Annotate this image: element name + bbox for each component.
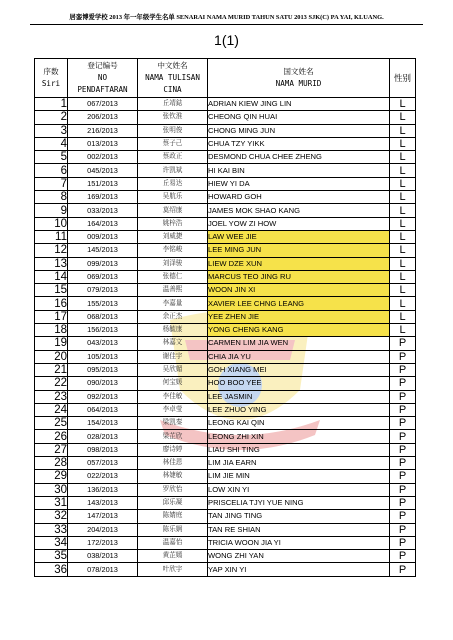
gender: L <box>390 230 416 243</box>
student-name: JOEL YOW ZI HOW <box>208 217 390 230</box>
gender: L <box>390 257 416 270</box>
header-divider <box>30 24 423 25</box>
table-row <box>35 257 416 270</box>
row-number: 20 <box>35 350 68 363</box>
gender: L <box>390 151 416 164</box>
chinese-name: 黄芷嫣 <box>138 550 208 563</box>
gender: P <box>390 483 416 496</box>
table-body <box>35 98 416 577</box>
header-line: NAMA TULISAN <box>145 73 200 82</box>
registration-number: 147/2013 <box>68 510 138 523</box>
row-number: 32 <box>35 510 68 523</box>
chinese-name: 李铭峻 <box>138 244 208 257</box>
registration-number: 206/2013 <box>68 111 138 124</box>
registration-number: 164/2013 <box>68 217 138 230</box>
student-name: CHUA TZY YIKK <box>208 137 390 150</box>
table-row <box>35 523 416 536</box>
chinese-name: 叶欣宇 <box>138 563 208 576</box>
chinese-name: 张德仁 <box>138 270 208 283</box>
gender: L <box>390 111 416 124</box>
chinese-name: 刘泽骏 <box>138 257 208 270</box>
gender: L <box>390 164 416 177</box>
chinese-name: 谢佳宇 <box>138 350 208 363</box>
gender: P <box>390 403 416 416</box>
chinese-name: 许凯斌 <box>138 164 208 177</box>
registration-number: 105/2013 <box>68 350 138 363</box>
row-number: 36 <box>35 563 68 576</box>
student-name: WOON JIN XI <box>208 284 390 297</box>
gender: P <box>390 536 416 549</box>
table-row <box>35 563 416 576</box>
header-line: 国文姓名 <box>283 67 314 76</box>
column-header-student-name <box>208 59 390 98</box>
table-row <box>35 177 416 190</box>
chinese-name: 温嘉怡 <box>138 536 208 549</box>
registration-number: 204/2013 <box>68 523 138 536</box>
gender: L <box>390 310 416 323</box>
student-name: LEE MING JUN <box>208 244 390 257</box>
row-number: 28 <box>35 457 68 470</box>
student-name: MARCUS TEO JING RU <box>208 270 390 283</box>
student-name: TAN JING TING <box>208 510 390 523</box>
registration-number: 099/2013 <box>68 257 138 270</box>
header-line: NO <box>97 73 108 82</box>
chinese-name: 邱乐凝 <box>138 496 208 509</box>
row-number: 27 <box>35 443 68 456</box>
gender: L <box>390 244 416 257</box>
gender: L <box>390 177 416 190</box>
registration-number: 043/2013 <box>68 337 138 350</box>
registration-number: 156/2013 <box>68 324 138 337</box>
gender: P <box>390 337 416 350</box>
student-name: GOH XIANG MEI <box>208 363 390 376</box>
gender: P <box>390 443 416 456</box>
header-line: CINA <box>163 85 182 94</box>
registration-number: 069/2013 <box>68 270 138 283</box>
column-header-siri <box>35 59 68 98</box>
table-row <box>35 151 416 164</box>
chinese-name: 李嘉量 <box>138 297 208 310</box>
row-number: 3 <box>35 124 68 137</box>
table-row <box>35 536 416 549</box>
student-name: LIM JIE MIN <box>208 470 390 483</box>
student-name: ADRIAN KIEW JING LIN <box>208 98 390 111</box>
gender: P <box>390 417 416 430</box>
student-name: LEE JASMIN <box>208 390 390 403</box>
chinese-name: 余正杰 <box>138 310 208 323</box>
student-name: LAW WEE JIE <box>208 230 390 243</box>
table-row <box>35 124 416 137</box>
column-header-registration <box>68 59 138 98</box>
registration-number: 022/2013 <box>68 470 138 483</box>
row-number: 2 <box>35 111 68 124</box>
row-number: 19 <box>35 337 68 350</box>
header-line: NAMA MURID <box>275 79 322 88</box>
chinese-name: 蔡政正 <box>138 151 208 164</box>
gender: L <box>390 98 416 111</box>
student-name: HI KAI BIN <box>208 164 390 177</box>
row-number: 14 <box>35 270 68 283</box>
student-name: WONG ZHI YAN <box>208 550 390 563</box>
table-row <box>35 510 416 523</box>
row-number: 9 <box>35 204 68 217</box>
page-number: 1(1) <box>214 32 239 48</box>
registration-number: 169/2013 <box>68 191 138 204</box>
gender: P <box>390 377 416 390</box>
row-number: 6 <box>35 164 68 177</box>
gender: P <box>390 390 416 403</box>
registration-number: 216/2013 <box>68 124 138 137</box>
chinese-name: 吴欣媚 <box>138 363 208 376</box>
chinese-name: 丘易达 <box>138 177 208 190</box>
student-name: YONG CHENG KANG <box>208 324 390 337</box>
table-row <box>35 310 416 323</box>
student-name: LIEW DZE XUN <box>208 257 390 270</box>
chinese-name: 刘威捷 <box>138 230 208 243</box>
row-number: 26 <box>35 430 68 443</box>
table-row <box>35 111 416 124</box>
table-row <box>35 337 416 350</box>
table-row <box>35 98 416 111</box>
student-name: LEONG KAI QIN <box>208 417 390 430</box>
chinese-name: 杨毓康 <box>138 324 208 337</box>
row-number: 12 <box>35 244 68 257</box>
gender: P <box>390 430 416 443</box>
header-line: 中文姓名 <box>157 61 188 70</box>
row-number: 7 <box>35 177 68 190</box>
row-number: 16 <box>35 297 68 310</box>
gender: L <box>390 217 416 230</box>
row-number: 22 <box>35 377 68 390</box>
student-name: YAP XIN YI <box>208 563 390 576</box>
chinese-name: 李佳敏 <box>138 390 208 403</box>
student-name: TAN RE SHIAN <box>208 523 390 536</box>
student-name: LEONG ZHI XIN <box>208 430 390 443</box>
registration-number: 045/2013 <box>68 164 138 177</box>
chinese-name: 莫绍康 <box>138 204 208 217</box>
table-row <box>35 483 416 496</box>
row-number: 33 <box>35 523 68 536</box>
row-number: 17 <box>35 310 68 323</box>
table-row <box>35 204 416 217</box>
table-row <box>35 470 416 483</box>
gender: P <box>390 550 416 563</box>
chinese-name: 陈乐娴 <box>138 523 208 536</box>
student-name: LIAU SHI TING <box>208 443 390 456</box>
registration-number: 057/2013 <box>68 457 138 470</box>
student-name: CHONG MING JUN <box>208 124 390 137</box>
chinese-name: 吴航乐 <box>138 191 208 204</box>
table-row <box>35 270 416 283</box>
gender: P <box>390 350 416 363</box>
student-name: TRICIA WOON JIA YI <box>208 536 390 549</box>
chinese-name: 张明俊 <box>138 124 208 137</box>
table-row <box>35 324 416 337</box>
table-row <box>35 457 416 470</box>
table-row <box>35 297 416 310</box>
chinese-name: 林婕敏 <box>138 470 208 483</box>
chinese-name: 罗欣怡 <box>138 483 208 496</box>
row-number: 30 <box>35 483 68 496</box>
table-row <box>35 496 416 509</box>
gender: L <box>390 270 416 283</box>
table-row <box>35 390 416 403</box>
registration-number: 154/2013 <box>68 417 138 430</box>
student-name: DESMOND CHUA CHEE ZHENG <box>208 151 390 164</box>
page-header: 居銮博爱学校 2013 年一年级学生名单 SENARAI NAMA MURID TAHUN SATU 2013 SJK(C) PA YAI, KLUANG. <box>69 14 384 21</box>
gender: P <box>390 496 416 509</box>
chinese-name: 梁凯秦 <box>138 417 208 430</box>
row-number: 35 <box>35 550 68 563</box>
registration-number: 079/2013 <box>68 284 138 297</box>
chinese-name: 丘靖鋕 <box>138 98 208 111</box>
header-line: PENDAFTARAN <box>77 85 128 94</box>
column-header-chinese-name <box>138 59 208 98</box>
gender: L <box>390 284 416 297</box>
registration-number: 068/2013 <box>68 310 138 323</box>
registration-number: 136/2013 <box>68 483 138 496</box>
registration-number: 098/2013 <box>68 443 138 456</box>
student-name: LIM JIA EARN <box>208 457 390 470</box>
student-name: LEE ZHUO YING <box>208 403 390 416</box>
chinese-name: 陈婧庭 <box>138 510 208 523</box>
chinese-name: 林嘉文 <box>138 337 208 350</box>
row-number: 1 <box>35 98 68 111</box>
student-name: CARMEN LIM JIA WEN <box>208 337 390 350</box>
student-name: HIEW YI DA <box>208 177 390 190</box>
row-number: 31 <box>35 496 68 509</box>
gender: P <box>390 363 416 376</box>
student-name: JAMES MOK SHAO KANG <box>208 204 390 217</box>
registration-number: 078/2013 <box>68 563 138 576</box>
registration-number: 145/2013 <box>68 244 138 257</box>
gender: L <box>390 124 416 137</box>
table-row <box>35 137 416 150</box>
registration-number: 067/2013 <box>68 98 138 111</box>
table-row <box>35 164 416 177</box>
header-line: 序数 <box>43 67 59 76</box>
registration-number: 038/2013 <box>68 550 138 563</box>
registration-number: 172/2013 <box>68 536 138 549</box>
chinese-name: 何宝媛 <box>138 377 208 390</box>
row-number: 18 <box>35 324 68 337</box>
registration-number: 028/2013 <box>68 430 138 443</box>
chinese-name: 林佳恩 <box>138 457 208 470</box>
student-name: CHEONG QIN HUAI <box>208 111 390 124</box>
registration-number: 009/2013 <box>68 230 138 243</box>
header-line: 性别 <box>393 73 411 83</box>
gender: P <box>390 563 416 576</box>
student-name: LOW XIN YI <box>208 483 390 496</box>
row-number: 21 <box>35 363 68 376</box>
registration-number: 064/2013 <box>68 403 138 416</box>
table-row <box>35 377 416 390</box>
row-number: 15 <box>35 284 68 297</box>
row-number: 5 <box>35 151 68 164</box>
table-row <box>35 550 416 563</box>
gender: L <box>390 204 416 217</box>
gender: L <box>390 191 416 204</box>
chinese-name: 张钦淮 <box>138 111 208 124</box>
chinese-name: 廖诗婷 <box>138 443 208 456</box>
gender: L <box>390 324 416 337</box>
student-name: HOO BOO YEE <box>208 377 390 390</box>
header-line: Siri <box>41 79 61 88</box>
table-row <box>35 284 416 297</box>
row-number: 11 <box>35 230 68 243</box>
row-number: 23 <box>35 390 68 403</box>
row-number: 29 <box>35 470 68 483</box>
table-row <box>35 417 416 430</box>
row-number: 25 <box>35 417 68 430</box>
row-number: 24 <box>35 403 68 416</box>
row-number: 8 <box>35 191 68 204</box>
chinese-name: 李卓莹 <box>138 403 208 416</box>
table-row <box>35 443 416 456</box>
gender: L <box>390 297 416 310</box>
registration-number: 151/2013 <box>68 177 138 190</box>
chinese-name: 温善熙 <box>138 284 208 297</box>
table-row <box>35 230 416 243</box>
table-row <box>35 350 416 363</box>
row-number: 4 <box>35 137 68 150</box>
gender: P <box>390 470 416 483</box>
table-row <box>35 244 416 257</box>
registration-number: 155/2013 <box>68 297 138 310</box>
table-row <box>35 430 416 443</box>
chinese-name: 蔡子己 <box>138 137 208 150</box>
registration-number: 002/2013 <box>68 151 138 164</box>
chinese-name: 梁芷欣 <box>138 430 208 443</box>
student-name: PRISCELIA TJYI YUE NING <box>208 496 390 509</box>
header-line: 登记编号 <box>87 61 118 70</box>
table-row <box>35 191 416 204</box>
gender: P <box>390 457 416 470</box>
gender: L <box>390 137 416 150</box>
table-header-row <box>35 59 416 98</box>
registration-number: 033/2013 <box>68 204 138 217</box>
registration-number: 092/2013 <box>68 390 138 403</box>
row-number: 34 <box>35 536 68 549</box>
student-roster-table <box>34 58 416 577</box>
registration-number: 013/2013 <box>68 137 138 150</box>
student-name: CHIA JIA YU <box>208 350 390 363</box>
table-row <box>35 403 416 416</box>
registration-number: 095/2013 <box>68 363 138 376</box>
table-row <box>35 217 416 230</box>
row-number: 13 <box>35 257 68 270</box>
registration-number: 090/2013 <box>68 377 138 390</box>
student-name: YEE ZHEN JIE <box>208 310 390 323</box>
student-name: XAVIER LEE CHNG LEANG <box>208 297 390 310</box>
gender: P <box>390 510 416 523</box>
row-number: 10 <box>35 217 68 230</box>
gender: P <box>390 523 416 536</box>
registration-number: 143/2013 <box>68 496 138 509</box>
chinese-name: 姚梓浩 <box>138 217 208 230</box>
column-header-gender <box>390 59 416 98</box>
student-name: HOWARD GOH <box>208 191 390 204</box>
table-row <box>35 363 416 376</box>
